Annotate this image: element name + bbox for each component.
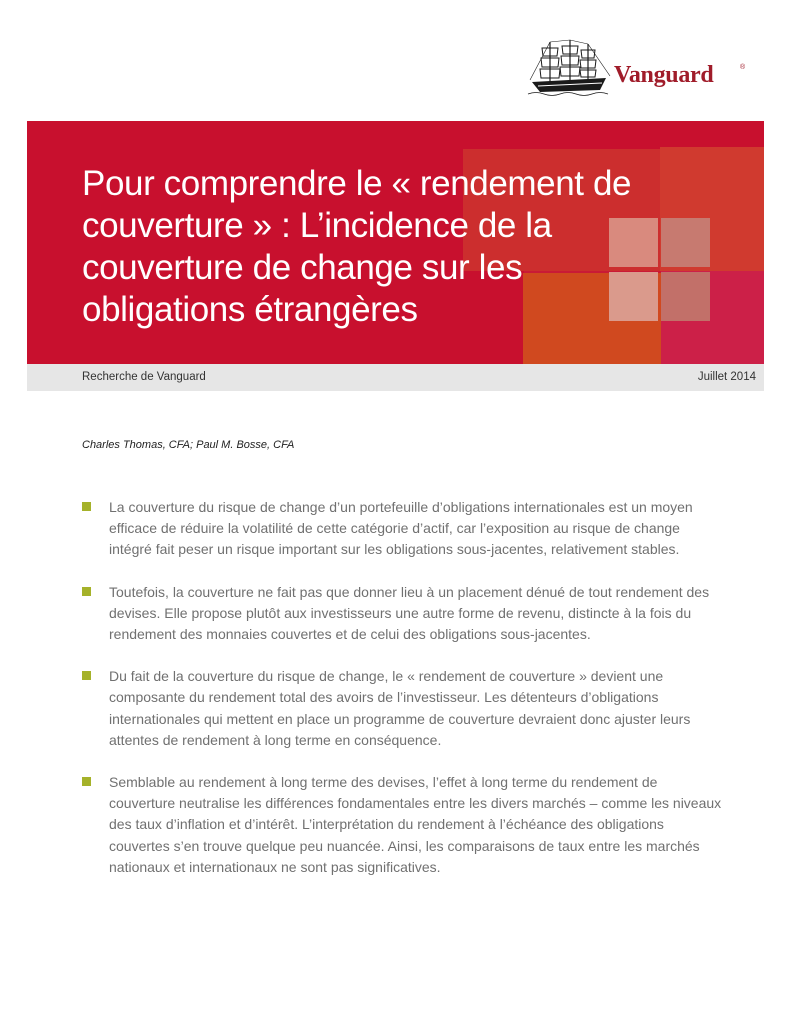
bullet-square-icon [82,671,91,680]
title-banner [27,121,764,364]
bullet-square-icon [82,587,91,596]
list-item-text: Toutefois, la couverture ne fait pas que donner lieu à un placement dénué de tout rendement des devises. Elle propose plutôt aux investisseurs une autre forme de revenu, distincte à la fois du rendement des monnaies couvertes et de celui des obligations sous-jacentes. [109,583,710,643]
ship-icon [526,38,612,98]
list-item-text: La couverture du risque de change d’un portefeuille d’obligations internationales est un moyen efficace de réduire la volatilité de cette catégorie d’actif, car l’exposition au risque de change intégré fait peser un risque important sur les obligations sous-jacentes, relativement stables. [109,499,693,558]
key-points-list [82,497,722,899]
vanguard-logo [526,38,746,100]
authors: Charles Thomas, CFA; Paul M. Bosse, CFA [82,439,295,451]
list-item-text: Du fait de la couverture du risque de change, le « rendement de couverture » devient une composante du rendement total des avoirs de l’investisseur. Les détenteurs d’obligations internationales qui mettent en place un programme de couverture devraient donc ajuster leurs attentes de rendement à long terme en conséquence. [109,668,691,748]
brand-name: Vanguard [614,62,714,88]
bullet-square-icon [82,777,91,786]
series-label: Recherche de Vanguard [82,371,206,383]
list-item [82,772,722,878]
page-title: Pour comprendre le « rendement de couverture » : L’incidence de la couverture de change sur les obligations étrangères [82,164,632,329]
bullet-square-icon [82,502,91,511]
list-item [82,582,722,646]
registered-mark: ® [740,64,746,71]
subheader-bar [27,364,764,391]
list-item-text: Semblable au rendement à long terme des devises, l’effet à long terme du rendement de couverture neutralise les différences fondamentales entre les divers marchés – comme les niveaux des taux d’inflation et d’intérêt. L’interprétation du rendement à l’échéance des obligations couvertes s’en trouve quelque peu nuancée. Ainsi, les comparaisons de taux entre les marchés nationaux et internationaux ne sont pas significatives. [109,774,722,875]
list-item [82,666,722,751]
publication-date: Juillet 2014 [697,371,756,383]
list-item [82,497,722,561]
